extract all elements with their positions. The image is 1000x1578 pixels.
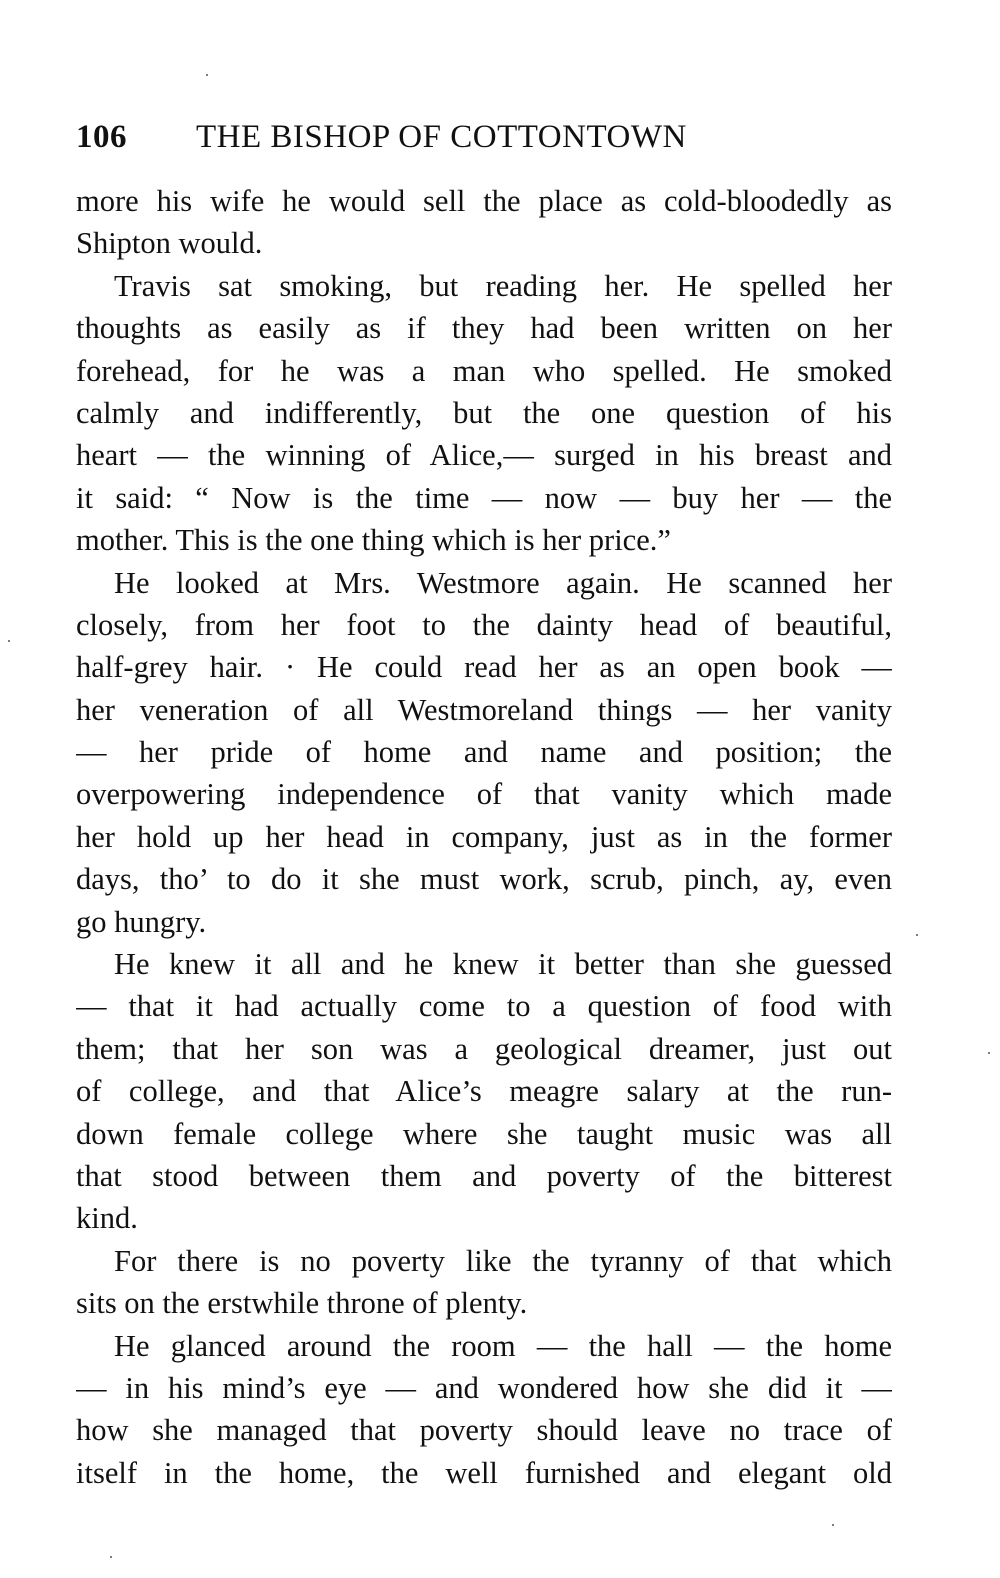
page-number: 106: [76, 119, 127, 155]
text-line: Travis sat smoking, but reading her. He spelled her: [114, 268, 892, 303]
text-line: go hungry.: [76, 904, 207, 939]
text-line: sits on the erstwhile throne of plenty.: [76, 1286, 528, 1321]
running-head: [76, 112, 896, 162]
text-line: itself in the home, the well furnished and elegant old: [76, 1455, 892, 1490]
paragraph: [76, 265, 892, 562]
paragraph: [76, 562, 892, 944]
text-line: days, tho’ to do it she must work, scrub, pinch, ay, even: [76, 862, 892, 897]
text-line: He knew it all and he knew it better than she guessed: [114, 947, 892, 982]
text-line: of college, and that Alice’s meagre salary at the run-: [76, 1074, 892, 1109]
paragraph: [76, 943, 892, 1240]
paper-speck: [916, 934, 918, 936]
paper-speck: [110, 1556, 112, 1558]
text-line: thoughts as easily as if they had been written on her: [76, 311, 892, 346]
text-line: forehead, for he was a man who spelled. He smoked: [76, 353, 892, 388]
text-line: He glanced around the room — the hall — the home: [114, 1328, 892, 1363]
paragraph: [76, 1325, 892, 1495]
paper-speck: [206, 74, 208, 76]
text-line: half-grey hair. · He could read her as an open book —: [76, 650, 892, 685]
text-line: them; that her son was a geological dreamer, just out: [76, 1031, 892, 1066]
text-line: that stood between them and poverty of the bitterest: [76, 1158, 892, 1193]
text-line: Shipton would.: [76, 226, 263, 261]
paper-speck: [8, 640, 10, 642]
text-line: heart — the winning of Alice,— surged in his breast and: [76, 438, 892, 473]
paragraph: [76, 180, 892, 265]
text-line: calmly and indifferently, but the one question of his: [76, 395, 892, 430]
text-line: her veneration of all Westmoreland things — her vanity: [76, 692, 892, 727]
text-line: closely, from her foot to the dainty head of beautiful,: [76, 607, 892, 642]
text-line: He looked at Mrs. Westmore again. He scanned her: [114, 565, 892, 600]
text-line: mother. This is the one thing which is her price.”: [76, 523, 671, 558]
running-title: THE BISHOP OF COTTONTOWN: [196, 119, 687, 155]
text-line: — that it had actually come to a question of food with: [76, 989, 892, 1024]
text-line: overpowering independence of that vanity which made: [76, 777, 892, 812]
text-line: how she managed that poverty should leave no trace of: [76, 1413, 892, 1448]
text-line: more his wife he would sell the place as cold-bloodedly as: [76, 184, 892, 218]
paper-speck: [988, 1052, 990, 1054]
paper-speck: [832, 1524, 834, 1526]
body-text: [76, 180, 892, 1494]
text-line: it said: “ Now is the time — now — buy her — the: [76, 480, 892, 515]
text-line: her hold up her head in company, just as in the former: [76, 819, 892, 854]
paragraph: [76, 1240, 892, 1325]
text-line: — in his mind’s eye — and wondered how she did it —: [76, 1370, 892, 1405]
text-line: For there is no poverty like the tyranny of that which: [114, 1243, 892, 1278]
text-line: kind.: [76, 1201, 138, 1236]
text-line: — her pride of home and name and position; the: [76, 735, 892, 770]
text-line: down female college where she taught music was all: [76, 1116, 892, 1151]
